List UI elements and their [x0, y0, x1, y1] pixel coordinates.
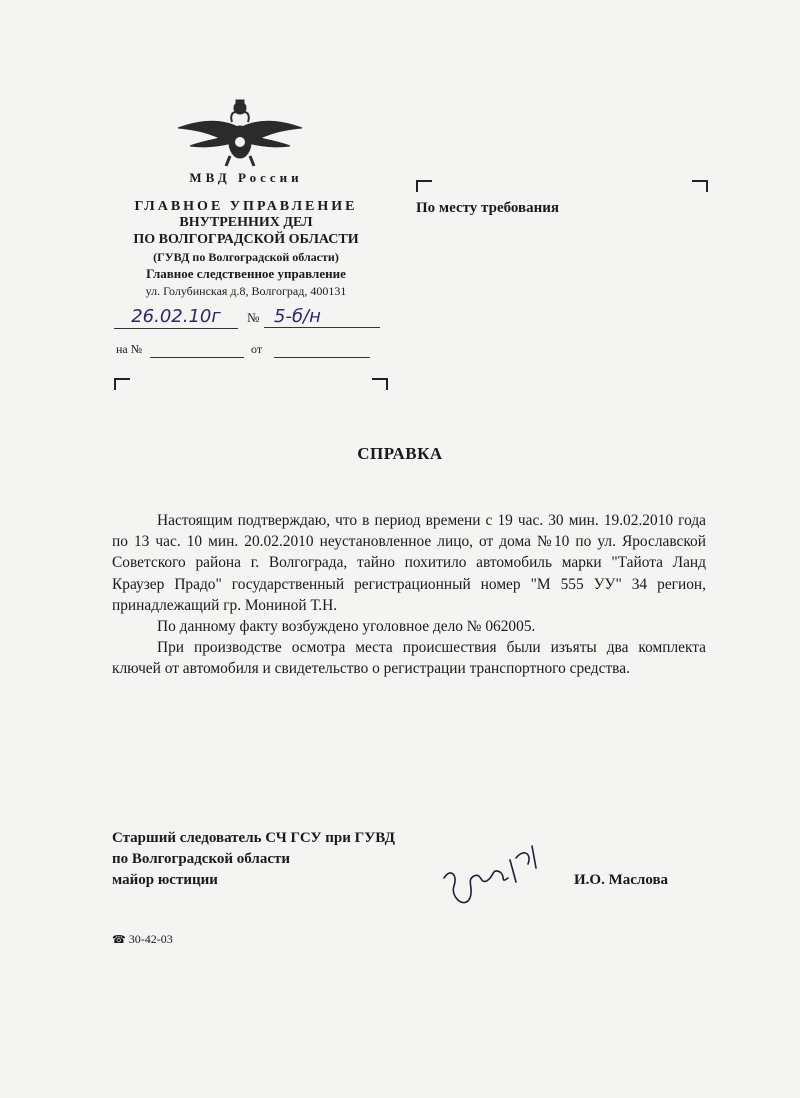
- phone-contact: [112, 932, 173, 947]
- letterhead-line-5: Главное следственное управление: [146, 266, 346, 281]
- corner-mark: [372, 378, 388, 390]
- signer-rank: майор юстиции: [112, 872, 218, 888]
- letterhead-line-4: (ГУВД по Волгоградской области): [153, 250, 339, 264]
- from-line: [274, 357, 370, 358]
- handwritten-signature: [436, 838, 546, 918]
- letterhead-ministry: МВД России: [189, 170, 303, 185]
- signer-name: И.О. Маслова: [574, 872, 669, 888]
- emblem-eagle-icon: [170, 98, 310, 170]
- registration-number: 5-б/н: [264, 306, 380, 328]
- corner-mark: [114, 378, 130, 390]
- phone-icon: ☎: [112, 933, 126, 946]
- letterhead-address: ул. Голубинская д.8, Волгоград, 400131: [145, 284, 347, 298]
- phone-number: 30-42-03: [128, 932, 173, 946]
- corner-mark: [416, 180, 432, 192]
- body-paragraph: При производстве осмотра места происшествия были изъяты два комплекта ключей от автомобиля и свидетельство о регистрации транспортного средства.: [112, 639, 706, 678]
- reply-to-label: на №: [116, 342, 143, 356]
- body-paragraph: По данному факту возбуждено уголовное дело № 062005.: [157, 618, 536, 636]
- from-label: от: [251, 342, 263, 356]
- letterhead-line-1: ГЛАВНОЕ УПРАВЛЕНИЕ: [134, 199, 358, 214]
- letterhead-line-3: ПО ВОЛГОГРАДСКОЙ ОБЛАСТИ: [133, 232, 359, 247]
- reply-to-line: [150, 357, 244, 358]
- letterhead-line-2: ВНУТРЕННИХ ДЕЛ: [179, 215, 313, 230]
- signer-position-line-2: по Волгоградской области: [112, 851, 291, 867]
- registration-date: 26.02.10г: [114, 306, 238, 329]
- registration-number-label: №: [247, 310, 260, 325]
- document-title: СПРАВКА: [357, 444, 443, 463]
- addressee: По месту требования: [416, 200, 560, 216]
- body-paragraph: Настоящим подтверждаю, что в период времени с 19 час. 30 мин. 19.02.2010 года по 13 час. 10 мин. 20.02.2010 неустановленное лицо, от дома №10 по ул. Ярославской Советского района г. Волгограда, тайно похитило автомобиль марки "Тайота Ланд Краузер Прадо" государственный регистрационный номер "М 555 УУ" 34 регион, принадлежащий гр. Мониной Т.Н.: [112, 512, 706, 614]
- document-body: [112, 510, 706, 680]
- corner-mark: [692, 180, 708, 192]
- signer-position-line-1: Старший следователь СЧ ГСУ при ГУВД: [112, 830, 395, 846]
